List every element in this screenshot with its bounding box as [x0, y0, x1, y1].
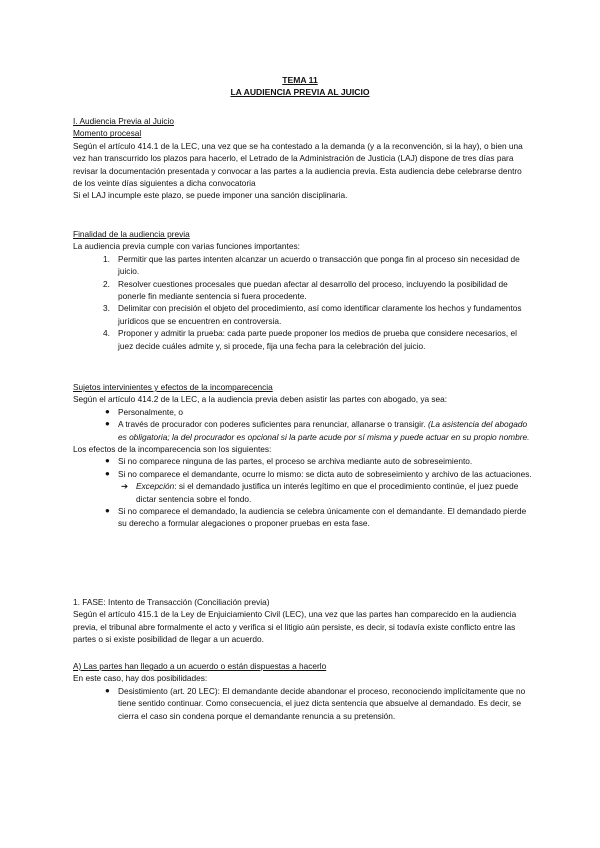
doc-title: TEMA 11 [282, 75, 318, 85]
bullet-icon: ● [105, 685, 110, 695]
list-item [73, 455, 533, 467]
doc-subtitle: LA AUDIENCIA PREVIA AL JUICIO [230, 87, 370, 97]
list-item-text: Desistimiento (art. 20 LEC): El demandante decide abandonar el proceso, reconociendo implícitamente que no tiene sentido continuar. Como consecuencia, el juez dicta sentencia que absuelve al demandado. Es decir, se cierra el caso sin condena porque el demandante renuncia a su pretensión. [118, 685, 526, 721]
bullet-list [73, 685, 533, 722]
bullet-icon: ● [105, 468, 110, 478]
subsection-heading: Momento procesal [73, 128, 142, 139]
section-momento-procesal [73, 115, 533, 202]
list-number: 2. [103, 278, 110, 289]
list-item [73, 418, 533, 443]
bullet-icon: ● [105, 406, 110, 416]
paragraph: La audiencia previa cumple con varias funciones importantes: [73, 241, 300, 252]
list-item-text: Proponer y admitir la prueba: cada parte puede proponer los medios de prueba que considere necesarios, el juez decide cuáles admite y, si procede, fija una fecha para la celebración del juicio. [118, 328, 517, 351]
bullet-icon: ● [105, 419, 110, 429]
bullet-icon: ● [105, 456, 110, 466]
list-item [73, 278, 533, 303]
list-item [73, 253, 533, 278]
paragraph: Si el LAJ incumple este plazo, se puede imponer una sanción disciplinaria. [73, 190, 348, 201]
list-item [73, 468, 533, 480]
bullet-list [73, 455, 533, 529]
list-number: 3. [103, 303, 110, 314]
list-item-text: Permitir que las partes intenten alcanzar un acuerdo o transacción que ponga fin al proceso sin necesidad de juicio. [118, 253, 520, 277]
sub-list-item [73, 480, 533, 505]
subsection-heading: A) Las partes han llegado a un acuerdo o están dispuestas a hacerlo [73, 661, 327, 671]
list-item [73, 505, 533, 530]
list-item [73, 685, 533, 722]
sub-item-text: : si el demandado justifica un interés legítimo en que el procedimiento continúe, el juez puede dictar sentencia sobre el fondo. [136, 481, 519, 504]
paragraph: Según el artículo 415.1 de la Ley de Enjuiciamiento Civil (LEC), una vez que las partes han comparecido en la audiencia previa, el tribunal abre formalmente el acto y verifica si el litigio aún persiste, es decir, si todavía existe conflicto entre las partes o si existe posibilidad de llegar a un acuerdo. [73, 609, 517, 645]
bullet-list [73, 406, 533, 443]
list-item [73, 302, 533, 327]
list-item-text: Personalmente, o [118, 406, 184, 417]
list-number: 1. [103, 253, 110, 264]
bullet-icon: ● [105, 506, 110, 516]
section-fase-1 [73, 596, 533, 646]
section-sujetos [73, 381, 533, 530]
sub-item-label: Excepción [136, 481, 175, 492]
subsection-heading: Sujetos intervinientes y efectos de la incomparecencia [73, 382, 273, 392]
paragraph: Según el artículo 414.2 de la LEC, a la audiencia previa deben asistir las partes con abogado, ya sea: [73, 394, 448, 405]
section-acuerdo [73, 660, 533, 722]
subsection-heading: 1. FASE: Intento de Transacción (Conciliación previa) [73, 597, 270, 607]
list-item [73, 327, 533, 352]
list-item-text: Resolver cuestiones procesales que puedan afectar al desarrollo del proceso, incluyendo la posibilidad de ponerle fin mediante sentencia si fuera procedente. [118, 278, 508, 302]
numbered-list [73, 253, 533, 352]
list-number: 4. [103, 328, 110, 339]
section-finalidad [73, 228, 533, 352]
paragraph: Los efectos de la incomparecencia son los siguientes: [73, 444, 272, 455]
paragraph: En este caso, hay dos posibilidades: [73, 673, 208, 684]
list-item-text: Si no comparece ninguna de las partes, el proceso se archiva mediante auto de sobreseimiento. [118, 456, 473, 467]
list-item-text: A través de procurador con poderes suficientes para renunciar, allanarse o transigir. [118, 419, 426, 430]
list-item-note: (La asistencia del abogado es obligatoria; la del procurador es opcional si la parte acude por sí misma y puede actuar en su propio nombre. [118, 419, 530, 442]
section-heading: I. Audiencia Previa al Juicio [73, 116, 175, 126]
list-item-text: Si no comparece el demandante, ocurre lo mismo: se dicta auto de sobreseimiento y archivo de las actuaciones. [118, 468, 532, 479]
list-item-text: Si no comparece el demandado, la audiencia se celebra únicamente con el demandante. El demandado pierde su derecho a formular alegaciones o proponer pruebas en esta fase. [118, 506, 527, 529]
arrow-right-icon: ➔ [121, 481, 128, 492]
list-item [73, 406, 533, 418]
subsection-heading: Finalidad de la audiencia previa [73, 229, 190, 239]
paragraph: Según el artículo 414.1 de la LEC, una vez que se ha contestado a la demanda (y a la reconvención, si la hay), o bien una vez han transcurrido los plazos para hacerlo, el Letrado de la Administración de Justicia (LAJ) dispone de tres días para revisar la documentación presentada y convocar a las partes a la audiencia previa. Esta audiencia debe celebrarse dentro de los veinte días siguientes a dicha convocatoria [73, 140, 523, 189]
list-item-text: Delimitar con precisión el objeto del procedimiento, así como identificar claramente los hechos y fundamentos jurídicos que se encuentren en controversia. [118, 303, 522, 326]
